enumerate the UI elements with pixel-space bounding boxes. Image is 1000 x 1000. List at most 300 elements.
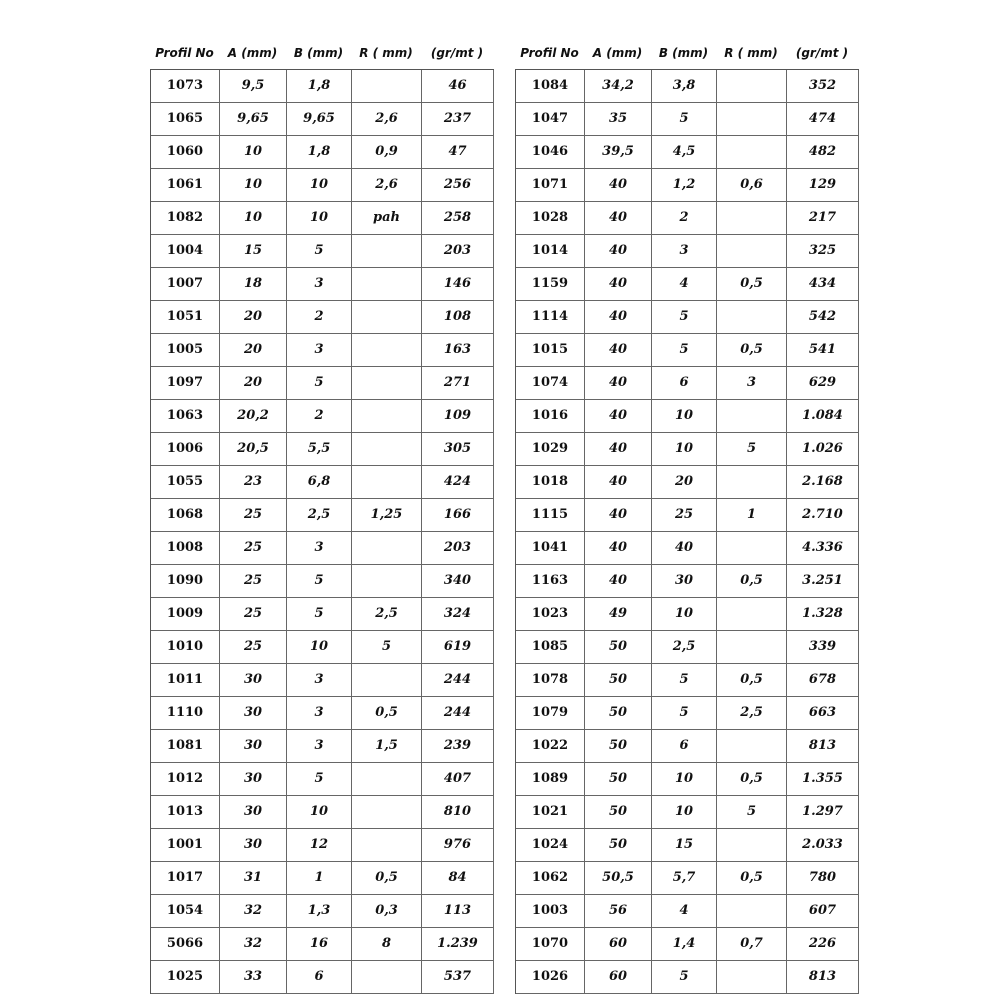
gr-mt-cell: 424 xyxy=(422,466,494,498)
gr-mt-cell: 109 xyxy=(422,400,494,432)
b-mm-cell: 5 xyxy=(287,565,352,597)
r-mm-cell: 0,5 xyxy=(717,334,787,366)
profil-no-cell: 1009 xyxy=(151,598,220,630)
b-mm-cell: 6 xyxy=(652,730,717,762)
r-mm-cell: 2,5 xyxy=(352,598,422,630)
r-mm-cell xyxy=(352,400,422,432)
a-mm-cell: 30 xyxy=(220,829,287,861)
b-mm-cell: 9,65 xyxy=(287,103,352,135)
profil-no-cell: 1097 xyxy=(151,367,220,399)
b-mm-cell: 5 xyxy=(652,334,717,366)
left-profile-table xyxy=(150,40,494,994)
r-mm-cell xyxy=(717,400,787,432)
gr-mt-cell: 325 xyxy=(787,235,859,267)
gr-mt-cell: 482 xyxy=(787,136,859,168)
r-mm-cell: pah xyxy=(352,202,422,234)
gr-mt-cell: 541 xyxy=(787,334,859,366)
r-mm-cell xyxy=(717,961,787,993)
b-mm-cell: 10 xyxy=(287,631,352,663)
gr-mt-cell: 407 xyxy=(422,763,494,795)
r-mm-cell xyxy=(717,136,787,168)
table-row xyxy=(516,598,859,631)
b-mm-cell: 10 xyxy=(652,763,717,795)
a-mm-cell: 30 xyxy=(220,664,287,696)
profil-no-cell: 1041 xyxy=(516,532,585,564)
b-mm-cell: 2,5 xyxy=(652,631,717,663)
r-mm-cell xyxy=(352,532,422,564)
a-mm-cell: 30 xyxy=(220,796,287,828)
gr-mt-cell: 3.251 xyxy=(787,565,859,597)
a-mm-cell: 50 xyxy=(585,697,652,729)
a-mm-cell: 32 xyxy=(220,928,287,960)
profil-no-cell: 1047 xyxy=(516,103,585,135)
b-mm-cell: 1,8 xyxy=(287,70,352,102)
profil-no-cell: 1065 xyxy=(151,103,220,135)
r-mm-cell: 0,5 xyxy=(717,664,787,696)
a-mm-cell: 18 xyxy=(220,268,287,300)
a-mm-cell: 30 xyxy=(220,697,287,729)
profil-no-cell: 1025 xyxy=(151,961,220,993)
a-mm-cell: 25 xyxy=(220,631,287,663)
gr-mt-cell: 129 xyxy=(787,169,859,201)
b-mm-cell: 3 xyxy=(652,235,717,267)
a-mm-cell: 40 xyxy=(585,235,652,267)
gr-mt-cell: 1.297 xyxy=(787,796,859,828)
r-mm-cell: 5 xyxy=(352,631,422,663)
b-mm-cell: 4 xyxy=(652,268,717,300)
table-row xyxy=(516,697,859,730)
b-mm-cell: 5 xyxy=(287,763,352,795)
r-mm-cell: 1,5 xyxy=(352,730,422,762)
table-row xyxy=(516,367,859,400)
table-row xyxy=(151,730,494,763)
gr-mt-cell: 340 xyxy=(422,565,494,597)
profil-no-cell: 1004 xyxy=(151,235,220,267)
profil-no-cell: 1078 xyxy=(516,664,585,696)
table-row xyxy=(516,532,859,565)
r-mm-cell xyxy=(352,961,422,993)
r-mm-cell: 2,5 xyxy=(717,697,787,729)
table-row xyxy=(151,565,494,598)
profil-no-cell: 1013 xyxy=(151,796,220,828)
b-mm-cell: 1 xyxy=(287,862,352,894)
table-row xyxy=(151,532,494,565)
r-mm-cell: 1 xyxy=(717,499,787,531)
a-mm-cell: 20 xyxy=(220,334,287,366)
header-a-mm: A (mm) xyxy=(227,45,278,60)
table-row xyxy=(151,895,494,928)
r-mm-cell xyxy=(352,268,422,300)
b-mm-cell: 10 xyxy=(652,400,717,432)
b-mm-cell: 2 xyxy=(287,301,352,333)
a-mm-cell: 10 xyxy=(220,169,287,201)
a-mm-cell: 30 xyxy=(220,730,287,762)
header-a-mm: A (mm) xyxy=(592,45,643,60)
gr-mt-cell: 47 xyxy=(422,136,494,168)
gr-mt-cell: 1.084 xyxy=(787,400,859,432)
table-row xyxy=(516,103,859,136)
a-mm-cell: 50 xyxy=(585,664,652,696)
a-mm-cell: 40 xyxy=(585,532,652,564)
a-mm-cell: 10 xyxy=(220,202,287,234)
r-mm-cell xyxy=(717,235,787,267)
b-mm-cell: 5 xyxy=(652,664,717,696)
b-mm-cell: 5 xyxy=(287,598,352,630)
profil-no-cell: 1074 xyxy=(516,367,585,399)
gr-mt-cell: 1.026 xyxy=(787,433,859,465)
gr-mt-cell: 976 xyxy=(422,829,494,861)
r-mm-cell xyxy=(717,730,787,762)
r-mm-cell xyxy=(717,598,787,630)
table-row xyxy=(151,400,494,433)
profil-no-cell: 1003 xyxy=(516,895,585,927)
table-row xyxy=(151,598,494,631)
r-mm-cell xyxy=(717,103,787,135)
gr-mt-cell: 108 xyxy=(422,301,494,333)
r-mm-cell: 0,5 xyxy=(717,565,787,597)
a-mm-cell: 33 xyxy=(220,961,287,993)
a-mm-cell: 40 xyxy=(585,433,652,465)
gr-mt-cell: 217 xyxy=(787,202,859,234)
table-row xyxy=(516,565,859,598)
gr-mt-cell: 813 xyxy=(787,730,859,762)
r-mm-cell xyxy=(352,664,422,696)
a-mm-cell: 30 xyxy=(220,763,287,795)
b-mm-cell: 3 xyxy=(287,664,352,696)
a-mm-cell: 15 xyxy=(220,235,287,267)
r-mm-cell: 0,5 xyxy=(717,268,787,300)
r-mm-cell: 0,5 xyxy=(717,763,787,795)
r-mm-cell xyxy=(352,433,422,465)
table-row xyxy=(151,367,494,400)
header-profil-no: Profil No xyxy=(520,45,579,60)
gr-mt-cell: 305 xyxy=(422,433,494,465)
r-mm-cell: 5 xyxy=(717,433,787,465)
table-row xyxy=(516,235,859,268)
b-mm-cell: 10 xyxy=(287,796,352,828)
gr-mt-cell: 537 xyxy=(422,961,494,993)
r-mm-cell: 0,6 xyxy=(717,169,787,201)
header-gr-mt: (gr/mt ) xyxy=(430,45,484,60)
table-row xyxy=(151,631,494,664)
r-mm-cell xyxy=(352,829,422,861)
table-row xyxy=(516,499,859,532)
table-row xyxy=(516,763,859,796)
profil-no-cell: 1084 xyxy=(516,70,585,102)
a-mm-cell: 50,5 xyxy=(585,862,652,894)
table-row xyxy=(516,202,859,235)
a-mm-cell: 60 xyxy=(585,961,652,993)
profil-no-cell: 1079 xyxy=(516,697,585,729)
table-row xyxy=(516,400,859,433)
profil-no-cell: 1005 xyxy=(151,334,220,366)
a-mm-cell: 60 xyxy=(585,928,652,960)
table-row xyxy=(151,928,494,961)
r-mm-cell xyxy=(717,466,787,498)
table-row xyxy=(516,70,859,103)
table-row xyxy=(151,829,494,862)
profil-no-cell: 1081 xyxy=(151,730,220,762)
profil-no-cell: 1028 xyxy=(516,202,585,234)
a-mm-cell: 56 xyxy=(585,895,652,927)
r-mm-cell xyxy=(717,829,787,861)
a-mm-cell: 25 xyxy=(220,565,287,597)
b-mm-cell: 12 xyxy=(287,829,352,861)
table-row xyxy=(151,961,494,994)
a-mm-cell: 40 xyxy=(585,202,652,234)
b-mm-cell: 1,8 xyxy=(287,136,352,168)
table-row xyxy=(151,796,494,829)
gr-mt-cell: 46 xyxy=(422,70,494,102)
gr-mt-cell: 810 xyxy=(422,796,494,828)
r-mm-cell xyxy=(352,367,422,399)
profil-no-cell: 1011 xyxy=(151,664,220,696)
gr-mt-cell: 474 xyxy=(787,103,859,135)
b-mm-cell: 2 xyxy=(287,400,352,432)
profil-no-cell: 1063 xyxy=(151,400,220,432)
table-row xyxy=(516,169,859,202)
b-mm-cell: 3 xyxy=(287,730,352,762)
profil-no-cell: 1114 xyxy=(516,301,585,333)
b-mm-cell: 3 xyxy=(287,334,352,366)
table-row xyxy=(151,301,494,334)
b-mm-cell: 5,5 xyxy=(287,433,352,465)
gr-mt-cell: 256 xyxy=(422,169,494,201)
a-mm-cell: 20,5 xyxy=(220,433,287,465)
gr-mt-cell: 239 xyxy=(422,730,494,762)
table-row xyxy=(151,334,494,367)
b-mm-cell: 5 xyxy=(652,961,717,993)
b-mm-cell: 10 xyxy=(287,169,352,201)
r-mm-cell xyxy=(352,235,422,267)
profil-no-cell: 1163 xyxy=(516,565,585,597)
table-row xyxy=(516,829,859,862)
table-row xyxy=(151,235,494,268)
profil-no-cell: 1015 xyxy=(516,334,585,366)
profil-no-cell: 1006 xyxy=(151,433,220,465)
b-mm-cell: 3 xyxy=(287,532,352,564)
table-row xyxy=(151,763,494,796)
gr-mt-cell: 1.355 xyxy=(787,763,859,795)
a-mm-cell: 40 xyxy=(585,268,652,300)
profil-no-cell: 1062 xyxy=(516,862,585,894)
gr-mt-cell: 542 xyxy=(787,301,859,333)
gr-mt-cell: 166 xyxy=(422,499,494,531)
b-mm-cell: 5,7 xyxy=(652,862,717,894)
gr-mt-cell: 619 xyxy=(422,631,494,663)
b-mm-cell: 3 xyxy=(287,268,352,300)
header-b-mm: B (mm) xyxy=(293,45,344,60)
table-row xyxy=(516,961,859,994)
a-mm-cell: 34,2 xyxy=(585,70,652,102)
gr-mt-cell: 244 xyxy=(422,697,494,729)
profil-no-cell: 1007 xyxy=(151,268,220,300)
r-mm-cell: 0,5 xyxy=(717,862,787,894)
a-mm-cell: 40 xyxy=(585,367,652,399)
b-mm-cell: 20 xyxy=(652,466,717,498)
a-mm-cell: 50 xyxy=(585,730,652,762)
table-row xyxy=(151,466,494,499)
gr-mt-cell: 1.239 xyxy=(422,928,494,960)
gr-mt-cell: 2.168 xyxy=(787,466,859,498)
r-mm-cell xyxy=(717,631,787,663)
gr-mt-cell: 203 xyxy=(422,532,494,564)
profil-no-cell: 1055 xyxy=(151,466,220,498)
table-row xyxy=(516,301,859,334)
b-mm-cell: 1,4 xyxy=(652,928,717,960)
b-mm-cell: 10 xyxy=(652,433,717,465)
header-r-mm: R ( mm) xyxy=(359,45,413,60)
table-row xyxy=(516,334,859,367)
table-row xyxy=(151,70,494,103)
gr-mt-cell: 226 xyxy=(787,928,859,960)
b-mm-cell: 3 xyxy=(287,697,352,729)
table-row xyxy=(516,433,859,466)
a-mm-cell: 50 xyxy=(585,763,652,795)
gr-mt-cell: 339 xyxy=(787,631,859,663)
b-mm-cell: 5 xyxy=(287,235,352,267)
gr-mt-cell: 663 xyxy=(787,697,859,729)
a-mm-cell: 9,65 xyxy=(220,103,287,135)
a-mm-cell: 20 xyxy=(220,367,287,399)
profil-no-cell: 1115 xyxy=(516,499,585,531)
gr-mt-cell: 2.033 xyxy=(787,829,859,861)
b-mm-cell: 5 xyxy=(287,367,352,399)
b-mm-cell: 1,2 xyxy=(652,169,717,201)
r-mm-cell: 0,5 xyxy=(352,697,422,729)
table-row xyxy=(516,928,859,961)
gr-mt-cell: 244 xyxy=(422,664,494,696)
table-row xyxy=(516,664,859,697)
profil-no-cell: 1071 xyxy=(516,169,585,201)
b-mm-cell: 30 xyxy=(652,565,717,597)
a-mm-cell: 25 xyxy=(220,532,287,564)
profil-no-cell: 1008 xyxy=(151,532,220,564)
r-mm-cell xyxy=(717,70,787,102)
a-mm-cell: 50 xyxy=(585,829,652,861)
a-mm-cell: 40 xyxy=(585,301,652,333)
a-mm-cell: 39,5 xyxy=(585,136,652,168)
gr-mt-cell: 84 xyxy=(422,862,494,894)
r-mm-cell xyxy=(717,895,787,927)
a-mm-cell: 35 xyxy=(585,103,652,135)
a-mm-cell: 9,5 xyxy=(220,70,287,102)
a-mm-cell: 40 xyxy=(585,169,652,201)
table-row xyxy=(151,169,494,202)
profil-no-cell: 1014 xyxy=(516,235,585,267)
r-mm-cell xyxy=(352,565,422,597)
right-profile-table xyxy=(515,40,859,994)
r-mm-cell: 0,5 xyxy=(352,862,422,894)
profil-no-cell: 1073 xyxy=(151,70,220,102)
a-mm-cell: 25 xyxy=(220,499,287,531)
gr-mt-cell: 813 xyxy=(787,961,859,993)
b-mm-cell: 10 xyxy=(652,796,717,828)
r-mm-cell: 5 xyxy=(717,796,787,828)
b-mm-cell: 4 xyxy=(652,895,717,927)
b-mm-cell: 25 xyxy=(652,499,717,531)
profil-no-cell: 1024 xyxy=(516,829,585,861)
profil-no-cell: 1085 xyxy=(516,631,585,663)
header-b-mm: B (mm) xyxy=(658,45,709,60)
profil-no-cell: 1051 xyxy=(151,301,220,333)
gr-mt-cell: 163 xyxy=(422,334,494,366)
gr-mt-cell: 203 xyxy=(422,235,494,267)
a-mm-cell: 20 xyxy=(220,301,287,333)
r-mm-cell: 2,6 xyxy=(352,103,422,135)
right-header-row xyxy=(515,40,859,65)
b-mm-cell: 5 xyxy=(652,103,717,135)
a-mm-cell: 40 xyxy=(585,499,652,531)
table-row xyxy=(151,268,494,301)
a-mm-cell: 50 xyxy=(585,631,652,663)
profil-no-cell: 1023 xyxy=(516,598,585,630)
r-mm-cell: 0,9 xyxy=(352,136,422,168)
gr-mt-cell: 4.336 xyxy=(787,532,859,564)
table-row xyxy=(516,466,859,499)
gr-mt-cell: 780 xyxy=(787,862,859,894)
r-mm-cell: 2,6 xyxy=(352,169,422,201)
profil-no-cell: 1068 xyxy=(151,499,220,531)
table-row xyxy=(516,895,859,928)
r-mm-cell xyxy=(352,301,422,333)
gr-mt-cell: 271 xyxy=(422,367,494,399)
table-row xyxy=(516,136,859,169)
r-mm-cell: 0,7 xyxy=(717,928,787,960)
gr-mt-cell: 629 xyxy=(787,367,859,399)
profil-no-cell: 1029 xyxy=(516,433,585,465)
table-row xyxy=(516,631,859,664)
profil-no-cell: 1016 xyxy=(516,400,585,432)
gr-mt-cell: 1.328 xyxy=(787,598,859,630)
b-mm-cell: 6 xyxy=(652,367,717,399)
b-mm-cell: 16 xyxy=(287,928,352,960)
gr-mt-cell: 324 xyxy=(422,598,494,630)
b-mm-cell: 5 xyxy=(652,301,717,333)
table-row xyxy=(516,796,859,829)
header-r-mm: R ( mm) xyxy=(724,45,778,60)
b-mm-cell: 1,3 xyxy=(287,895,352,927)
profil-no-cell: 1061 xyxy=(151,169,220,201)
table-row xyxy=(151,103,494,136)
r-mm-cell xyxy=(352,763,422,795)
gr-mt-cell: 352 xyxy=(787,70,859,102)
r-mm-cell: 8 xyxy=(352,928,422,960)
table-row xyxy=(516,862,859,895)
gr-mt-cell: 258 xyxy=(422,202,494,234)
a-mm-cell: 32 xyxy=(220,895,287,927)
a-mm-cell: 40 xyxy=(585,334,652,366)
a-mm-cell: 25 xyxy=(220,598,287,630)
gr-mt-cell: 146 xyxy=(422,268,494,300)
r-mm-cell xyxy=(717,532,787,564)
gr-mt-cell: 607 xyxy=(787,895,859,927)
a-mm-cell: 40 xyxy=(585,466,652,498)
table-row xyxy=(516,268,859,301)
b-mm-cell: 5 xyxy=(652,697,717,729)
a-mm-cell: 23 xyxy=(220,466,287,498)
r-mm-cell xyxy=(352,334,422,366)
header-profil-no: Profil No xyxy=(155,45,214,60)
profil-no-cell: 1001 xyxy=(151,829,220,861)
table-row xyxy=(151,862,494,895)
table-row xyxy=(151,664,494,697)
profil-no-cell: 5066 xyxy=(151,928,220,960)
r-mm-cell xyxy=(352,466,422,498)
profil-no-cell: 1018 xyxy=(516,466,585,498)
gr-mt-cell: 113 xyxy=(422,895,494,927)
r-mm-cell xyxy=(352,796,422,828)
